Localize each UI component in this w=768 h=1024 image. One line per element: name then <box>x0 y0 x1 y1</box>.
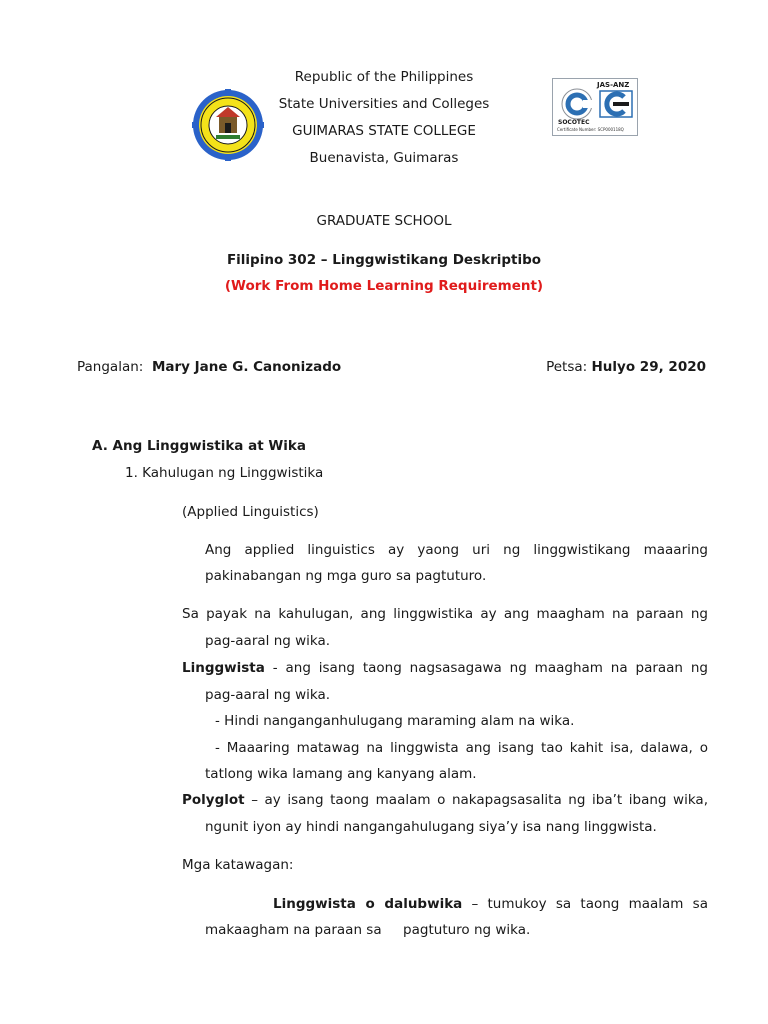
date-row <box>546 358 706 376</box>
linggwista-term: Linggwista <box>182 660 265 676</box>
date-value: Hulyo 29, 2020 <box>591 359 706 375</box>
applied-paragraph-line2: pakinabangan ng mga guro sa pagtuturo. <box>205 568 487 584</box>
dalubwika-definition-line2: makaagham na paraan sa pagtuturo ng wika. <box>205 922 531 938</box>
requirement-title: (Work From Home Learning Requirement) <box>224 278 544 294</box>
cert-accreditor: JAS-ANZ <box>597 81 630 89</box>
polyglot-definition-line1 <box>182 791 708 809</box>
simple-definition-line1: Sa payak na kahulugan, ang linggwistika ay ang maagham na paraan ng <box>182 606 708 622</box>
polyglot-def: – ay isang taong maalam o nakapagsasalita ng iba’t ibang wika, <box>244 792 708 808</box>
linggwista-definition-line1 <box>182 659 708 677</box>
applied-paragraph-line1: Ang applied linguistics ay yaong uri ng linggwistikang maaaring <box>205 542 708 558</box>
header-location: Buenavista, Guimaras <box>309 150 459 166</box>
section-heading: A. Ang Linggwistika at Wika <box>92 438 306 454</box>
linggwista-definition-line2: pag-aaral ng wika. <box>205 687 331 703</box>
cert-number: Certificate Number: SCP000118Q <box>557 127 624 132</box>
polyglot-definition-line2: ngunit iyon ay hindi nangangahulugang siya’y isa nang linggwista. <box>205 819 657 835</box>
dalubwika-def: – tumukoy sa taong maalam sa <box>462 896 708 912</box>
list-item-kahulugan: 1. Kahulugan ng Linggwistika <box>125 465 324 481</box>
terms-label: Mga katawagan: <box>182 857 294 873</box>
dalubwika-definition-line1 <box>273 895 708 913</box>
header-suc: State Universities and Colleges <box>278 96 490 112</box>
applied-linguistics-label: (Applied Linguistics) <box>182 504 319 520</box>
header-republic: Republic of the Philippines <box>294 69 474 85</box>
date-label: Petsa: <box>546 359 588 375</box>
graduate-school-title: GRADUATE SCHOOL <box>316 213 452 229</box>
note-2-line2: tatlong wika lamang ang kanyang alam. <box>205 766 477 782</box>
linggwista-def: - ang isang taong nagsasagawa ng maagham na paraan ng <box>264 660 708 676</box>
course-title: Filipino 302 – Linggwistikang Deskriptibo <box>226 252 542 268</box>
cert-certifier: SOCOTEC <box>558 119 590 126</box>
simple-definition-line2: pag-aaral ng wika. <box>205 633 331 649</box>
dalubwika-term: Linggwista o dalubwika <box>273 896 463 912</box>
polyglot-term: Polyglot <box>182 792 245 808</box>
name-value: Mary Jane G. Canonizado <box>151 359 342 375</box>
note-2-line1: - Maaaring matawag na linggwista ang isang tao kahit isa, dalawa, o <box>215 740 708 756</box>
note-1: - Hindi nanganganhulugang maraming alam na wika. <box>215 713 575 729</box>
name-row <box>77 358 341 376</box>
header-college-name: GUIMARAS STATE COLLEGE <box>292 123 476 139</box>
name-label: Pangalan: <box>77 359 144 375</box>
